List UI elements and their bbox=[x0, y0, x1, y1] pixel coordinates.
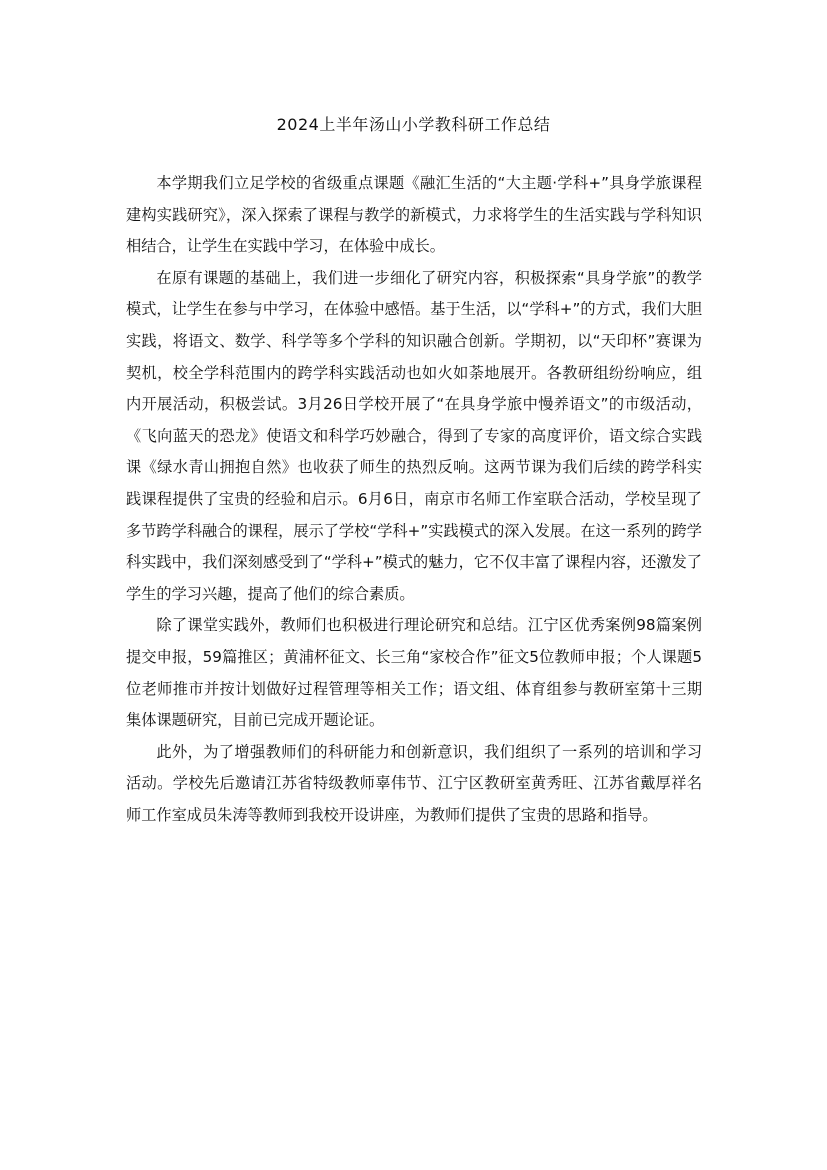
paragraph-research-topic: 本学期我们立足学校的省级重点课题《融汇生活的“大主题·学科+”具身学旅课程建构实践研究》，深入探索了课程与教学的新模式，力求将学生的生活实践与学科知识相结合，让学生在实践中学习，在体验中成长。 bbox=[126, 174, 702, 256]
paragraph-theory-research: 除了课堂实践外，教师们也积极进行理论研究和总结。江宁区优秀案例98篇案例提交申报，59篇推区；黄浦杯征文、长三角“家校合作”征文5位教师申报；个人课题5位老师推市并按计划做好过程管理等相关工作；语文组、体育组参与教研室第十三期集体课题研究，目前已完成开题论证。 bbox=[126, 616, 702, 730]
document-body bbox=[126, 168, 702, 831]
document-title: 2024上半年汤山小学教科研工作总结 bbox=[276, 115, 551, 134]
paragraph-training-activities: 此外，为了增强教师们的科研能力和创新意识，我们组织了一系列的培训和学习活动。学校先后邀请江苏省特级教师辜伟节、江宁区教研室黄秀旺、江苏省戴厚祥名师工作室成员朱涛等教师到我校开设讲座，为教师们提供了宝贵的思路和指导。 bbox=[126, 742, 702, 824]
paragraph-interdisciplinary-practice: 在原有课题的基础上，我们进一步细化了研究内容，积极探索“具身学旅”的教学模式，让学生在参与中学习，在体验中感悟。基于生活，以“学科+”的方式，我们大胆实践，将语文、数学、科学等多个学科的知识融合创新。学期初，以“天印杯”赛课为契机，校全学科范围内的跨学科实践活动也如火如荼地展开。各教研组纷纷响应，组内开展活动，积极尝试。3月26日学校开展了“在具身学旅中慢养语文”的市级活动，《飞向蓝天的恐龙》使语文和科学巧妙融合，得到了专家的高度评价，语文综合实践课《绿水青山拥抱自然》也收获了师生的热烈反响。这两节课为我们后续的跨学科实践课程提供了宝贵的经验和启示。6月6日，南京市名师工作室联合活动，学校呈现了多节跨学科融合的课程，展示了学校“学科+”实践模式的深入发展。在这一系列的跨学科实践中，我们深刻感受到了“学科+”模式的魅力，它不仅丰富了课程内容，还激发了学生的学习兴趣，提高了他们的综合素质。 bbox=[126, 268, 702, 603]
